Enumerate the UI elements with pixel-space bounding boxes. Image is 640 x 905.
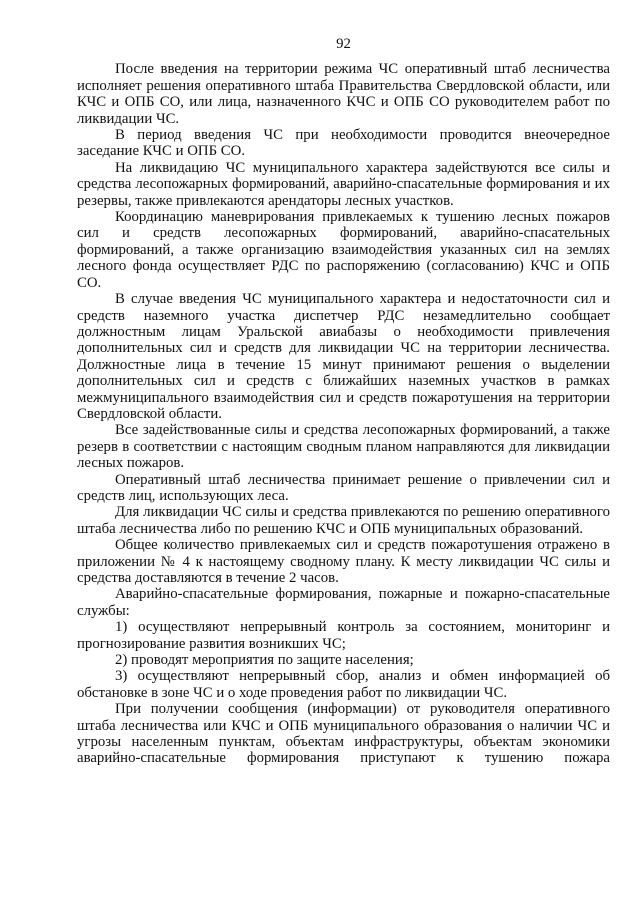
paragraph-coordination: Координацию маневрирования привлекаемых к тушению лесных пожаров сил и средств лесопожарных формирований, аварийно-спасательных формирований, а также организацию взаимодействия указанных сил на землях лесного фонда осуществляет РДС по распоряжению (согласованию) КЧС и ОПБ СО. — [77, 209, 610, 291]
page-number: 92 — [336, 36, 351, 52]
list-item-monitoring: 1) осуществляют непрерывный контроль за состоянием, мониторинг и прогнозирование развития возникших ЧС; — [77, 619, 610, 652]
paragraph-insufficient-forces: В случае введения ЧС муниципального характера и недостаточности сил и средств наземного участка диспетчер РДС незамедлительно сообщает должностным лицам Уральской авиабазы о необходимости привлечения дополнительных сил и средств для ликвидации ЧС на территории лесничества. Должностные лица в течение 15 минут принимают решения о выделении дополнительных сил и средств с ближайших наземных участков в рамках межмуниципального взаимодействия сил и средств пожаротушения на территории Свердловской области. — [77, 291, 610, 422]
paragraph-total-forces: Общее количество привлекаемых сил и средств пожаротушения отражено в приложении № 4 к настоящему сводному плану. К месту ликвидации ЧС силы и средства доставляются в течение 2 часов. — [77, 537, 610, 586]
paragraph-extraordinary-meeting: В период введения ЧС при необходимости проводится внеочередное заседание КЧС и ОПБ СО. — [77, 127, 610, 160]
paragraph-operational-headquarters: После введения на территории режима ЧС оперативный штаб лесничества исполняет решения оперативного штаба Правительства Свердловской области, или КЧС и ОПБ СО, или лица, назначенного КЧС и ОПБ СО руководителем работ по ликвидации ЧС. — [77, 61, 610, 127]
paragraph-message-received: При получении сообщения (информации) от руководителя оперативного штаба лесничества или КЧС и ОПБ муниципального образования о наличии ЧС и угрозы населенным пунктам, объектам инфраструктуры, объектам экономики аварийно-спасательные формирования приступают к тушению пожара — [77, 701, 610, 767]
paragraph-reserve-forces: Все задействованные силы и средства лесопожарных формирований, а также резерв в соответствии с настоящим сводным планом направляются для ликвидации лесных пожаров. — [77, 422, 610, 472]
document-page — [77, 36, 610, 767]
list-item-population-protection: 2) проводят мероприятия по защите населения; — [115, 652, 414, 669]
paragraph-rescue-services: Аварийно-спасательные формирования, пожарные и пожарно-спасательные службы: — [77, 586, 610, 619]
paragraph-liquidation-decision: Для ликвидации ЧС силы и средства привлекаются по решению оперативного штаба лесничества либо по решению КЧС и ОПБ муниципальных образований. — [77, 504, 610, 537]
paragraph-municipal-forces: На ликвидацию ЧС муниципального характера задействуются все силы и средства лесопожарных формирований, аварийно-спасательные формирования и их резервы, также привлекаются арендаторы лесных участков. — [77, 159, 610, 209]
list-item-information-exchange: 3) осуществляют непрерывный сбор, анализ и обмен информацией об обстановке в зоне ЧС и о ходе проведения работ по ликвидации ЧС. — [77, 668, 610, 701]
paragraph-forest-users: Оперативный штаб лесничества принимает решение о привлечении сил и средств лиц, использующих леса. — [77, 471, 610, 504]
